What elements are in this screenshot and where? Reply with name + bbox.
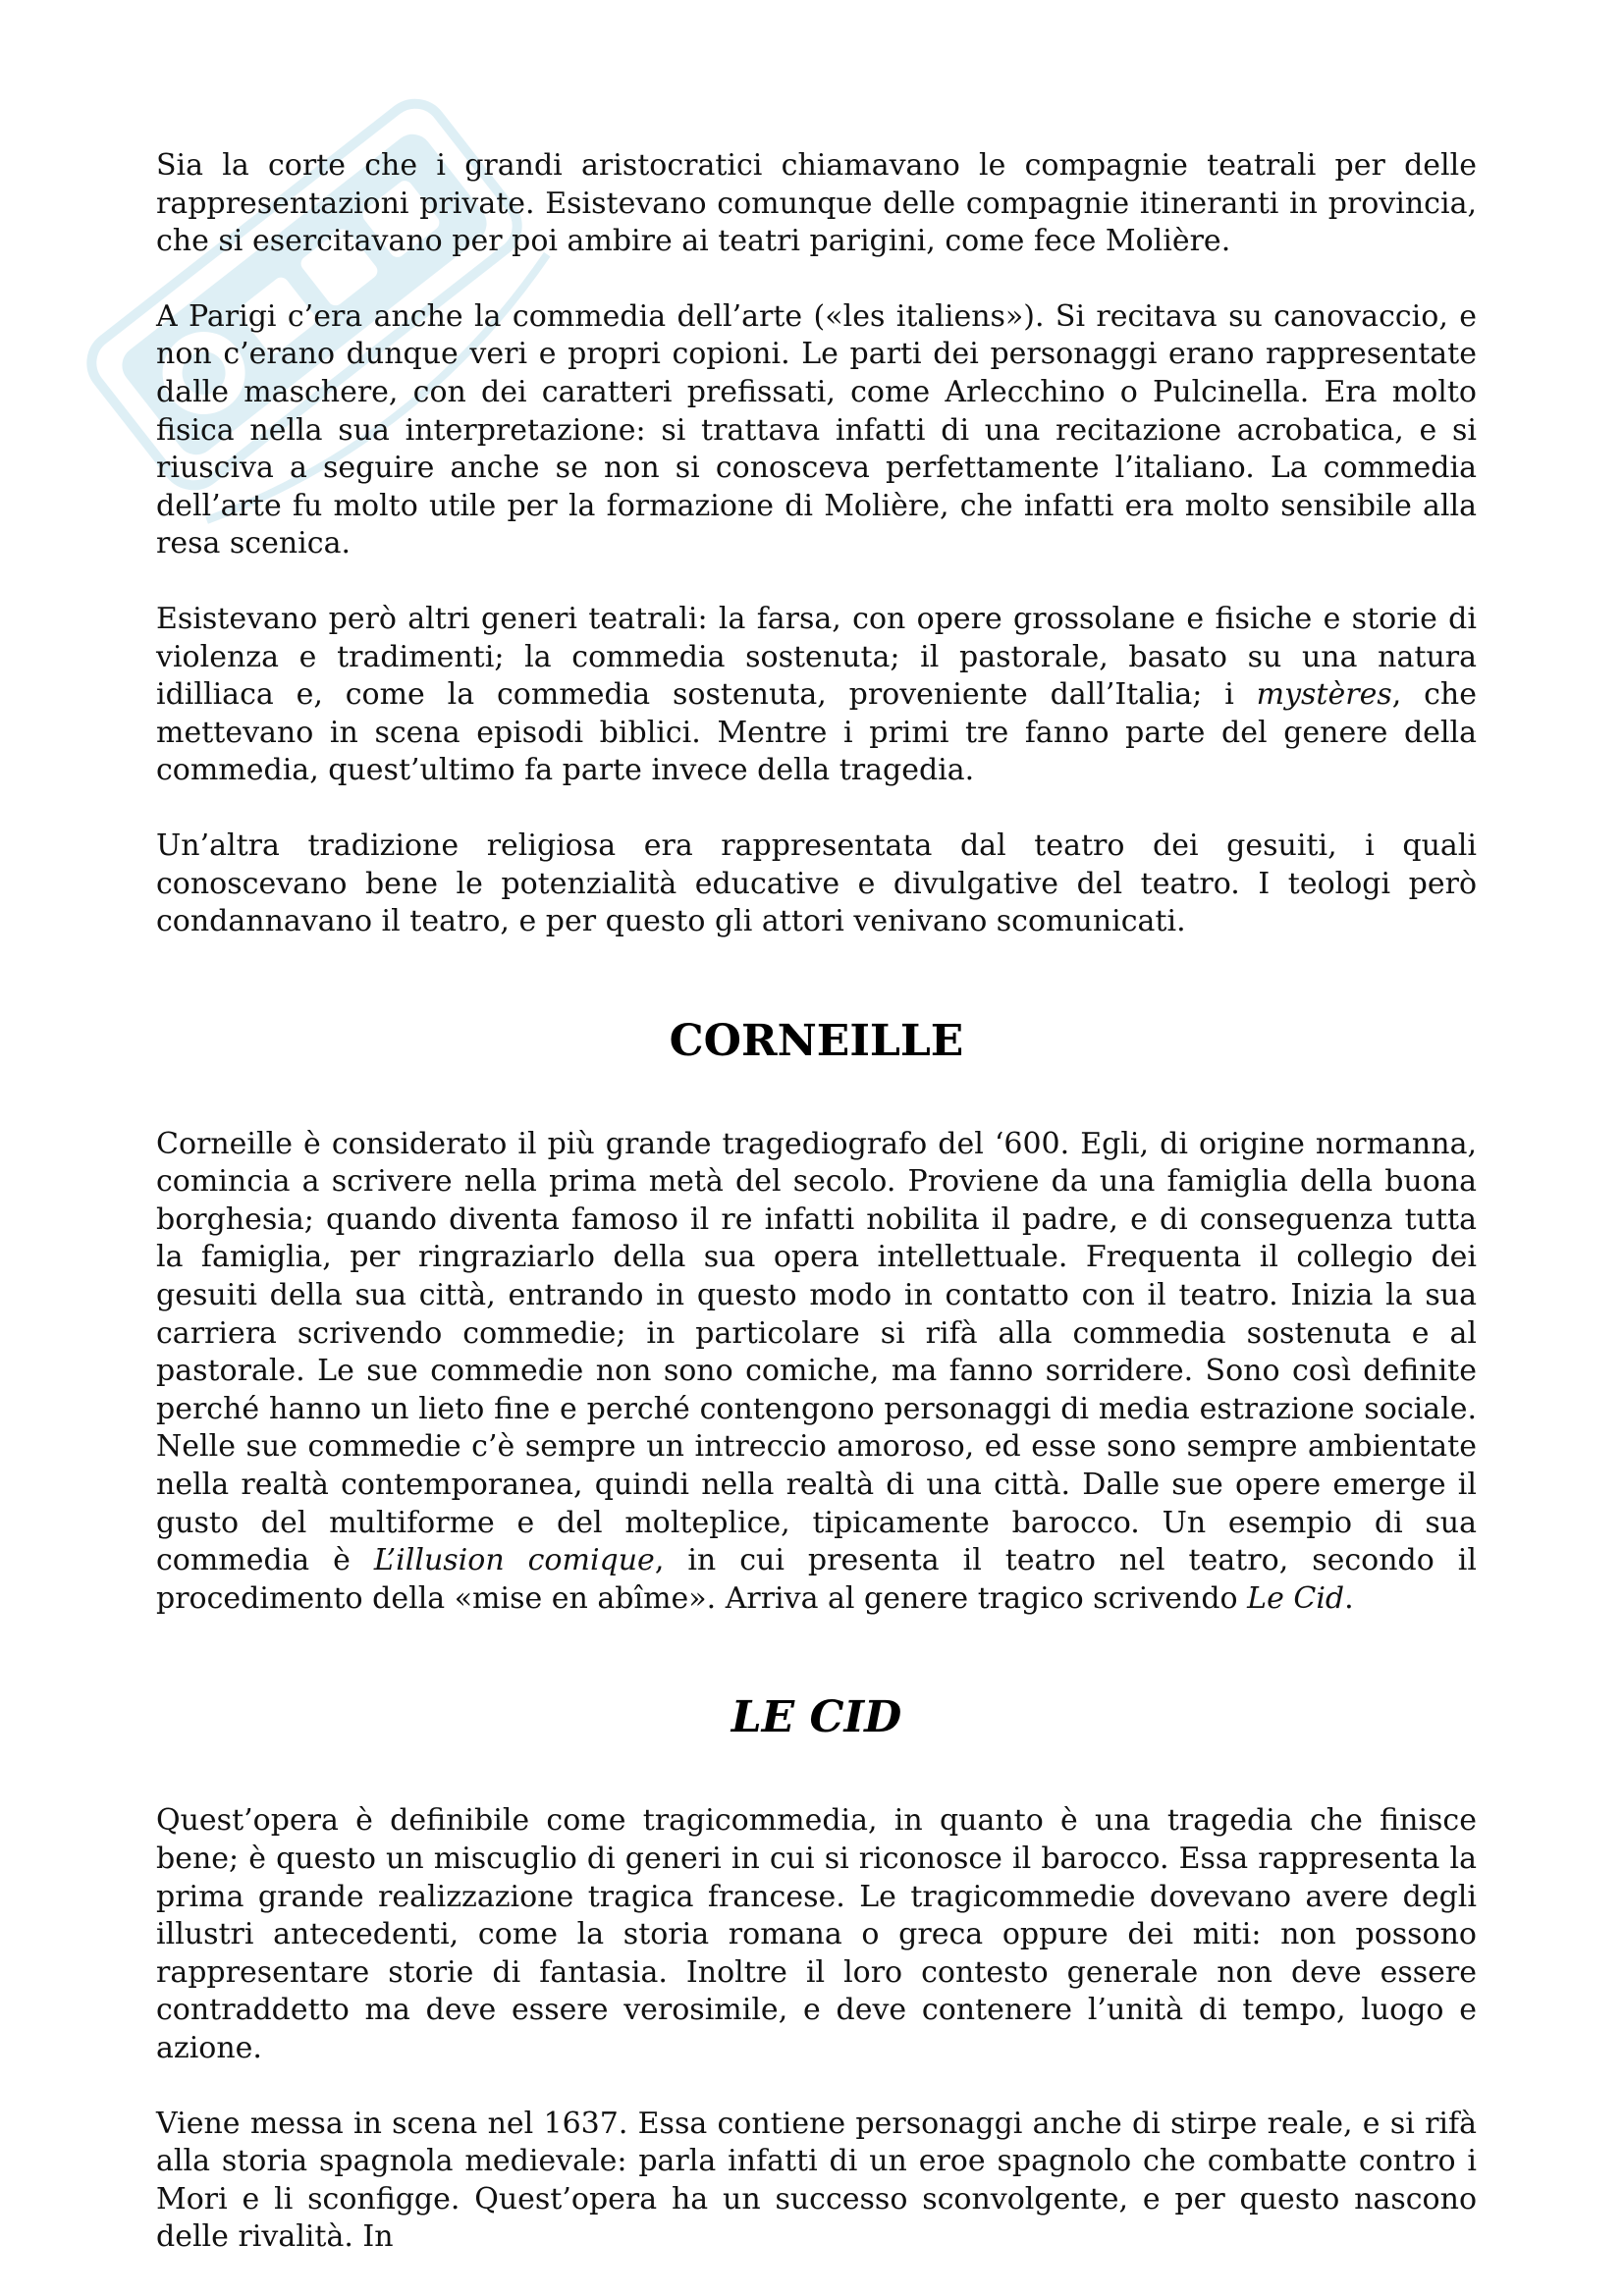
- section-heading-le-cid: LE CID: [731, 1692, 902, 1743]
- text-run: Corneille è considerato il più grande tragediografo del ‘600. Egli, di origine normanna, comincia a scrivere nella prima metà del secolo. Proviene da una famiglia della buona borghesia; quando diventa famoso il re infatti nobilita il padre, e di conseguenza tutta la famiglia, per ringraziarlo della sua opera intellettuale. Frequenta il collegio dei gesuiti della sua città, entrando in questo modo in contatto con il teatro. Inizia la sua carriera scrivendo commedie; in particolare si rifà alla commedia sostenuta e al pastorale. Le sue commedie non sono comiche, ma fanno sorridere. Sono così definite perché hanno un lieto fine e perché contengono personaggi di media estrazione sociale. Nelle sue commedie c’è sempre un intreccio amoroso, ed esse sono sempre ambientate nella realtà contemporanea, quindi nella realtà di una città. Dalle sue opere emerge il gusto del multiforme e del molteplice, tipicamente barocco. Un esempio di sua commedia è: [156, 1126, 1477, 1578]
- text-run: Esistevano però altri generi teatrali: la farsa, con opere grossolane e fisiche e storie di violenza e tradimenti; la commedia sostenuta; il pastorale, basato su una natura idilliaca e, come la commedia sostenuta, proveniente dall’Italia; i: [156, 601, 1477, 713]
- intro-paragraph-2: [156, 298, 1477, 563]
- le-cid-paragraph-1: [156, 1802, 1477, 2067]
- corneille-paragraph-1: [156, 1126, 1477, 1619]
- intro-paragraph-4: [156, 828, 1477, 941]
- section-heading-corneille: CORNEILLE: [669, 1015, 964, 1066]
- text-run: Quest’opera è definibile come tragicommedia, in quanto è una tragedia che finisce bene; è questo un miscuglio di generi in cui si riconosce il barocco. Essa rappresenta la prima grande realizzazione tragica francese. Le tragicommedie dovevano avere degli illustri antecedenti, come la storia romana o greca oppure dei miti: non possono rappresentare storie di fantasia. Inoltre il loro contesto generale non deve essere contraddetto ma deve essere verosimile, e deve contenere l’unità di tempo, luogo e azione.: [156, 1803, 1477, 2065]
- text-run: , che mettevano in scena episodi biblici. Mentre i primi tre fanno parte del genere della commedia, quest’ultimo fa parte invece della tragedia.: [156, 677, 1477, 788]
- corneille-section: [156, 1126, 1477, 1619]
- text-run: , in cui presenta il teatro nel teatro, secondo il procedimento della «mise en abîme». Arriva al genere tragico scrivendo: [156, 1543, 1477, 1616]
- text-run: Viene messa in scena nel 1637. Essa contiene personaggi anche di stirpe reale, e si rifà alla storia spagnola medievale: parla infatti di un eroe spagnolo che combatte contro i Mori e li sconfigge. Quest’opera ha un successo sconvolgente, e per questo nascono delle rivalità. In: [156, 2106, 1477, 2255]
- text-run: A Parigi c’era anche la commedia dell’arte («les italiens»). Si recitava su canovaccio, e non c’erano dunque veri e propri copioni. Le parti dei personaggi erano rappresentate dalle maschere, con dei caratteri prefissati, come Arlecchino o Pulcinella. Era molto fisica nella sua interpretazione: si trattava infatti di una recitazione acrobatica, e si riusciva a seguire anche se non si conosceva perfettamente l’italiano. La commedia dell’arte fu molto utile per la formazione di Molière, che infatti era molto sensibile alla resa scenica.: [156, 298, 1477, 561]
- document-page: [156, 147, 1477, 2294]
- intro-section: [156, 147, 1477, 941]
- le-cid-paragraph-2: [156, 2106, 1477, 2257]
- text-run: Un’altra tradizione religiosa era rappresentata dal teatro dei gesuiti, i quali conoscevano bene le potenzialità educative e divulgative del teatro. I teologi però condannavano il teatro, e per questo gli attori venivano scomunicati.: [156, 828, 1477, 939]
- italic-title: Le Cid: [1247, 1580, 1345, 1616]
- italic-title: L’illusion comique: [373, 1543, 655, 1578]
- text-run: .: [1344, 1580, 1354, 1616]
- intro-paragraph-3: [156, 601, 1477, 790]
- le-cid-section: [156, 1802, 1477, 2257]
- intro-paragraph-1: [156, 147, 1477, 261]
- italic-title: mystères: [1256, 677, 1392, 713]
- text-run: Sia la corte che i grandi aristocratici chiamavano le compagnie teatrali per delle rappresentazioni private. Esistevano comunque delle compagnie itineranti in provincia, che si esercitavano per poi ambire ai teatri parigini, come fece Molière.: [156, 148, 1477, 259]
